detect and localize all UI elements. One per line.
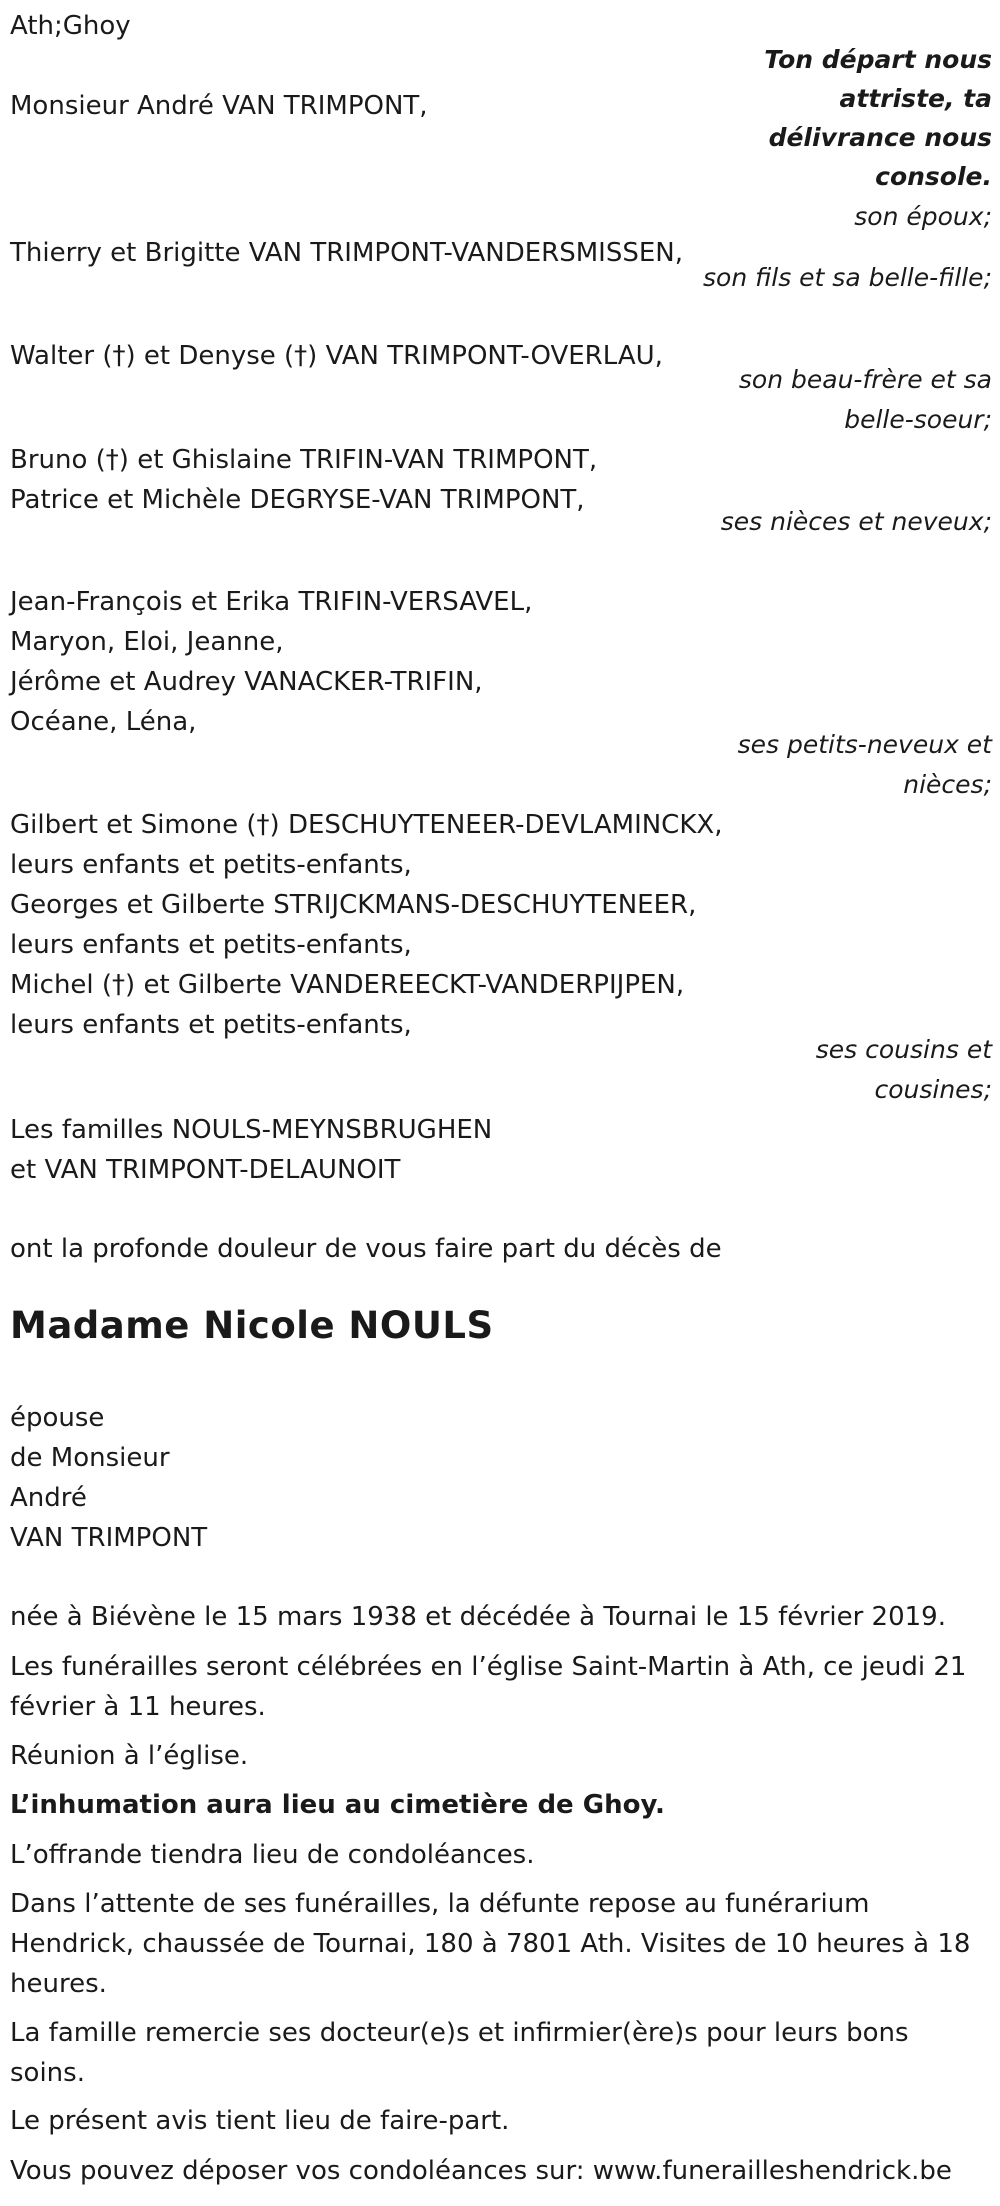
spouse-line: de Monsieur bbox=[10, 1443, 170, 1473]
relation: son fils et sa belle-fille; bbox=[703, 263, 992, 292]
mourner-line: leurs enfants et petits-enfants, bbox=[10, 930, 412, 960]
spouse-line: épouse bbox=[10, 1403, 105, 1433]
mourner-line: Gilbert et Simone (†) DESCHUYTENEER-DEVLAMINCKX, bbox=[10, 810, 723, 840]
birth-death-info: née à Biévène le 15 mars 1938 et décédée à Tournai le 15 février 2019. bbox=[10, 1602, 946, 1632]
mourner-line: Maryon, Eloi, Jeanne, bbox=[10, 627, 284, 657]
mourner-line: Thierry et Brigitte VAN TRIMPONT-VANDERSMISSEN, bbox=[10, 238, 683, 268]
thanks-info: La famille remercie ses docteur(e)s et infirmier(ère)s pour leurs bons soins. bbox=[10, 2018, 909, 2088]
relation: son époux; bbox=[854, 202, 992, 231]
mourner-line: et VAN TRIMPONT-DELAUNOIT bbox=[10, 1155, 401, 1185]
mourner-line: Georges et Gilberte STRIJCKMANS-DESCHUYTENEER, bbox=[10, 890, 697, 920]
mourner-line: Monsieur André VAN TRIMPONT, bbox=[10, 91, 428, 121]
notice-info: Le présent avis tient lieu de faire-part. bbox=[10, 2106, 510, 2136]
mourner-line: Les familles NOULS-MEYNSBRUGHEN bbox=[10, 1115, 493, 1145]
spouse-line: André bbox=[10, 1483, 87, 1513]
relation: ses petits-neveux et nièces; bbox=[737, 730, 992, 799]
announcement: ont la profonde douleur de vous faire part du décès de bbox=[10, 1234, 722, 1264]
mourner-line: leurs enfants et petits-enfants, bbox=[10, 1010, 412, 1040]
mourner-line: Bruno (†) et Ghislaine TRIFIN-VAN TRIMPONT, bbox=[10, 445, 598, 475]
mourner-line: Océane, Léna, bbox=[10, 707, 197, 737]
mourner-line: Jérôme et Audrey VANACKER-TRIFIN, bbox=[10, 667, 483, 697]
meeting-info: Réunion à l’église. bbox=[10, 1741, 249, 1771]
burial-info: L’inhumation aura lieu au cimetière de Ghoy. bbox=[10, 1790, 665, 1820]
mourner-line: Walter (†) et Denyse (†) VAN TRIMPONT-OVERLAU, bbox=[10, 341, 663, 371]
relation: ses cousins et cousines; bbox=[815, 1035, 992, 1104]
header-place: Ath;Ghoy bbox=[10, 11, 131, 41]
offering-info: L’offrande tiendra lieu de condoléances. bbox=[10, 1840, 535, 1870]
funeral-info: Les funérailles seront célébrées en l’église Saint-Martin à Ath, ce jeudi 21 février à 11 heures. bbox=[10, 1652, 967, 1722]
relation: son beau-frère et sa belle-soeur; bbox=[738, 365, 992, 434]
mourner-line: Michel (†) et Gilberte VANDEREECKT-VANDERPIJPEN, bbox=[10, 970, 685, 1000]
spouse-line: VAN TRIMPONT bbox=[10, 1523, 208, 1553]
visitation-info: Dans l’attente de ses funérailles, la défunte repose au funérarium Hendrick, chaussée de Tournai, 180 à 7801 Ath. Visites de 10 heures à 18 heures. bbox=[10, 1889, 971, 1999]
mourner-line: Patrice et Michèle DEGRYSE-VAN TRIMPONT, bbox=[10, 485, 585, 515]
mourner-line: leurs enfants et petits-enfants, bbox=[10, 850, 412, 880]
motto: Ton départ nous attriste, ta délivrance nous console. bbox=[764, 45, 992, 191]
condolences-info: Vous pouvez déposer vos condoléances sur: www.funerailleshendrick.be bbox=[10, 2156, 952, 2186]
deceased-name: Madame Nicole NOULS bbox=[10, 1304, 494, 1347]
mourner-line: Jean-François et Erika TRIFIN-VERSAVEL, bbox=[10, 587, 533, 617]
relation: ses nièces et neveux; bbox=[720, 507, 992, 536]
